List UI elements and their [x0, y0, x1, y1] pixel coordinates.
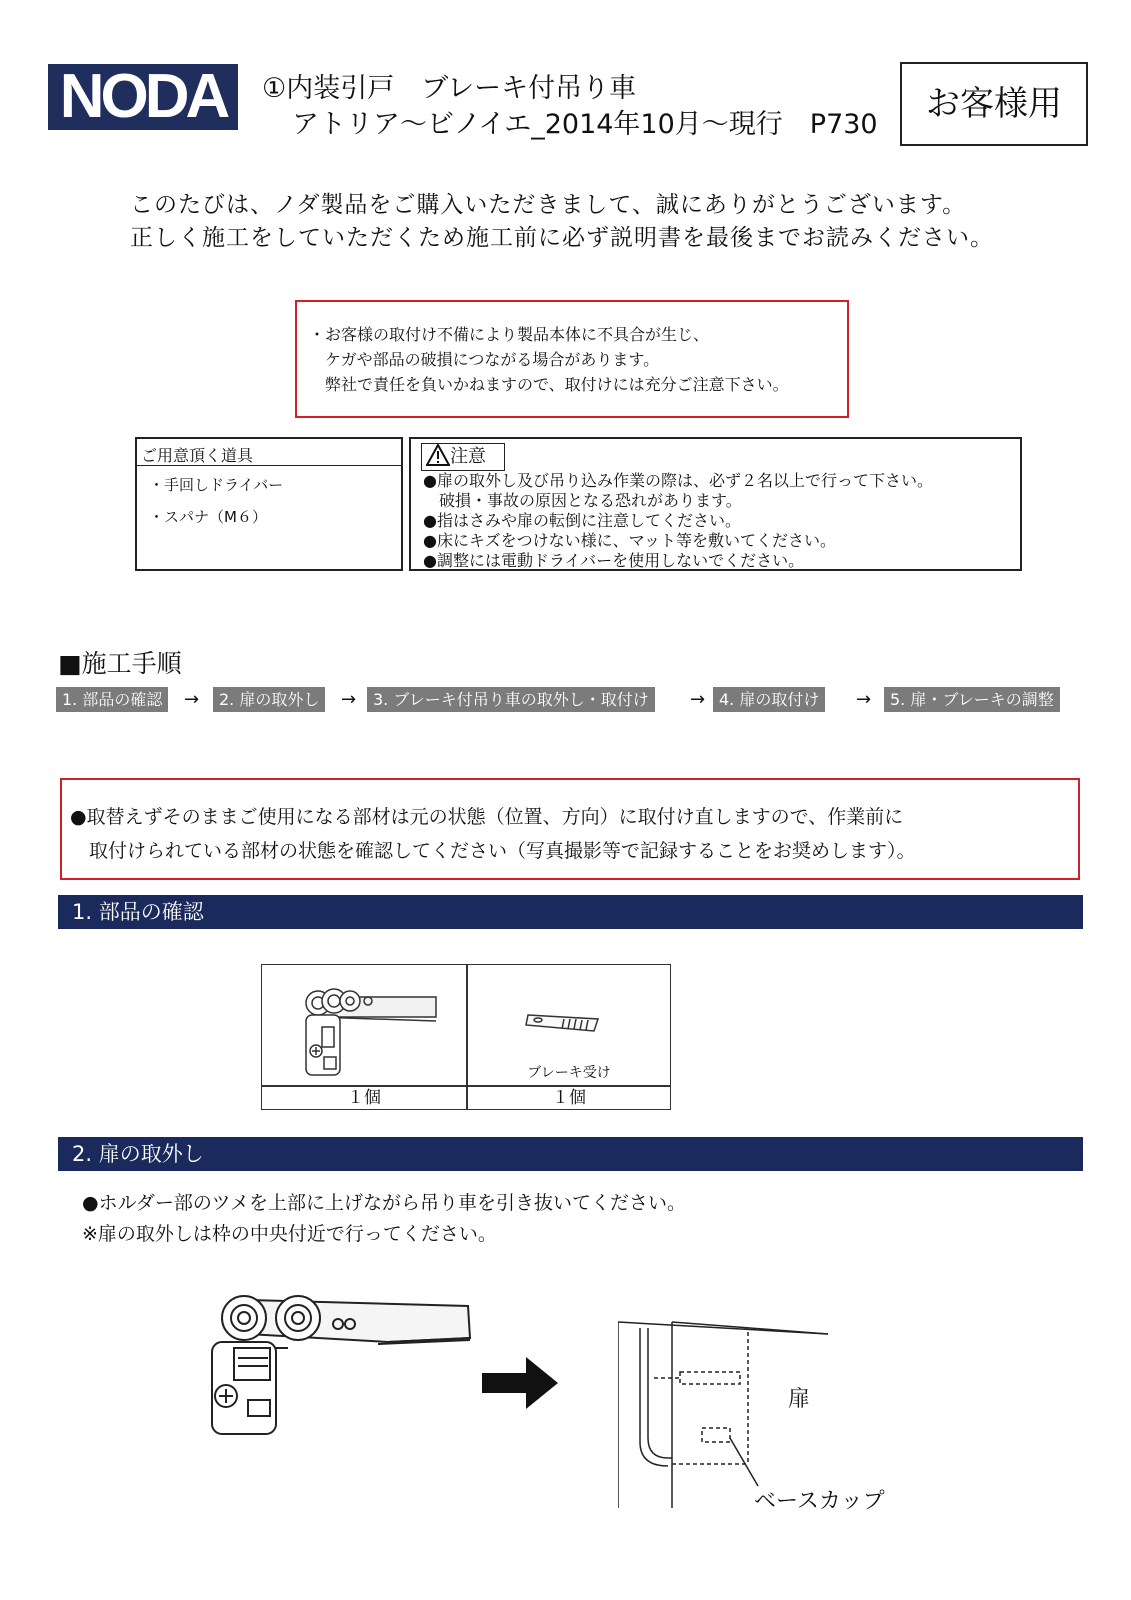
notice-line-1: ●取替えずそのままご使用になる部材は元の状態（位置、方向）に取付け直しますので、作業前に — [70, 806, 904, 828]
section-1-header: 1. 部品の確認 — [58, 895, 1083, 929]
part-count: １個 — [347, 1088, 381, 1108]
door-label: 扉 — [788, 1387, 811, 1412]
instruction-note: ※扉の取外しは枠の中央付近で行ってください。 — [82, 1223, 497, 1245]
notice-line-2: 取付けられている部材の状態を確認してください（写真撮影等で記録することをお奨めします）。 — [70, 840, 916, 862]
arrow-right-icon: → — [856, 689, 872, 710]
caution-lines — [423, 471, 933, 571]
arrow-right-icon: → — [341, 689, 357, 710]
intro-line-2: 正しく施工をしていただくため施工前に必ず説明書を最後までお読みください。 — [130, 225, 994, 251]
warning-line: ・お客様の取付け不備により製品本体に不具合が生じ、 — [309, 325, 710, 344]
part-label-brake-receiver: ブレーキ受け — [527, 1065, 611, 1081]
noda-logo: NODA — [48, 64, 238, 130]
arrow-right-icon — [482, 1355, 560, 1411]
procedure-step-5: 5. 扉・ブレーキの調整 — [884, 687, 1060, 712]
caution-line: ●床にキズをつけない様に、マット等を敷いてください。 — [423, 531, 837, 550]
caution-box — [409, 437, 1022, 571]
procedure-step-2: 2. 扉の取外し — [213, 687, 325, 712]
door-base-cup-diagram — [618, 1318, 830, 1512]
section-2-header: 2. 扉の取外し — [58, 1137, 1083, 1171]
tools-box — [135, 437, 403, 571]
caution-line: ●指はさみや扉の転倒に注意してください。 — [423, 511, 741, 530]
tools-title: ご用意頂く道具 — [137, 439, 401, 466]
installation-warning-box — [295, 300, 849, 418]
part-count: １個 — [552, 1088, 586, 1108]
hanger-roller-detail-icon — [208, 1288, 478, 1438]
instruction-line: ●ホルダー部のツメを上部に上げながら吊り車を引き抜いてください。 — [82, 1192, 687, 1214]
parts-table — [261, 964, 671, 1110]
base-cup-label: ベースカップ — [754, 1489, 885, 1514]
caution-line: ●扉の取外し及び吊り込み作業の際は、必ず２名以上で行って下さい。 — [423, 471, 933, 490]
caution-title: 注意 — [450, 446, 486, 467]
document-title: ①内装引戸 ブレーキ付吊り車 — [262, 73, 637, 104]
procedure-step-1: 1. 部品の確認 — [56, 687, 168, 712]
caution-line: ●調整には電動ドライバーを使用しないでください。 — [423, 551, 805, 570]
tool-item: ・手回しドライバー — [149, 476, 284, 494]
caution-line: 破損・事故の原因となる恐れがあります。 — [423, 491, 742, 510]
brake-receiver-icon — [524, 1007, 604, 1037]
tool-item: ・スパナ（M６） — [149, 508, 267, 526]
hanger-roller-icon — [296, 987, 446, 1079]
warning-triangle-icon — [426, 444, 450, 466]
arrow-right-icon: → — [184, 689, 200, 710]
procedure-title: ■施工手順 — [58, 649, 182, 678]
procedure-step-4: 4. 扉の取付け — [713, 687, 825, 712]
warning-line: 弊社で責任を負いかねますので、取付けには充分ご注意下さい。 — [309, 375, 789, 394]
caution-heading — [421, 443, 505, 471]
document-subtitle: アトリア～ビノイエ_2014年10月～現行 P730 — [292, 109, 878, 140]
arrow-right-icon: → — [690, 689, 706, 710]
warning-line: ケガや部品の破損につながる場合があります。 — [309, 350, 660, 369]
customer-use-label: お客様用 — [900, 62, 1088, 146]
notice-box — [60, 778, 1080, 880]
procedure-step-3: 3. ブレーキ付吊り車の取外し・取付け — [367, 687, 655, 712]
intro-line-1: このたびは、ノダ製品をご購入いただきまして、誠にありがとうございます。 — [130, 192, 967, 218]
